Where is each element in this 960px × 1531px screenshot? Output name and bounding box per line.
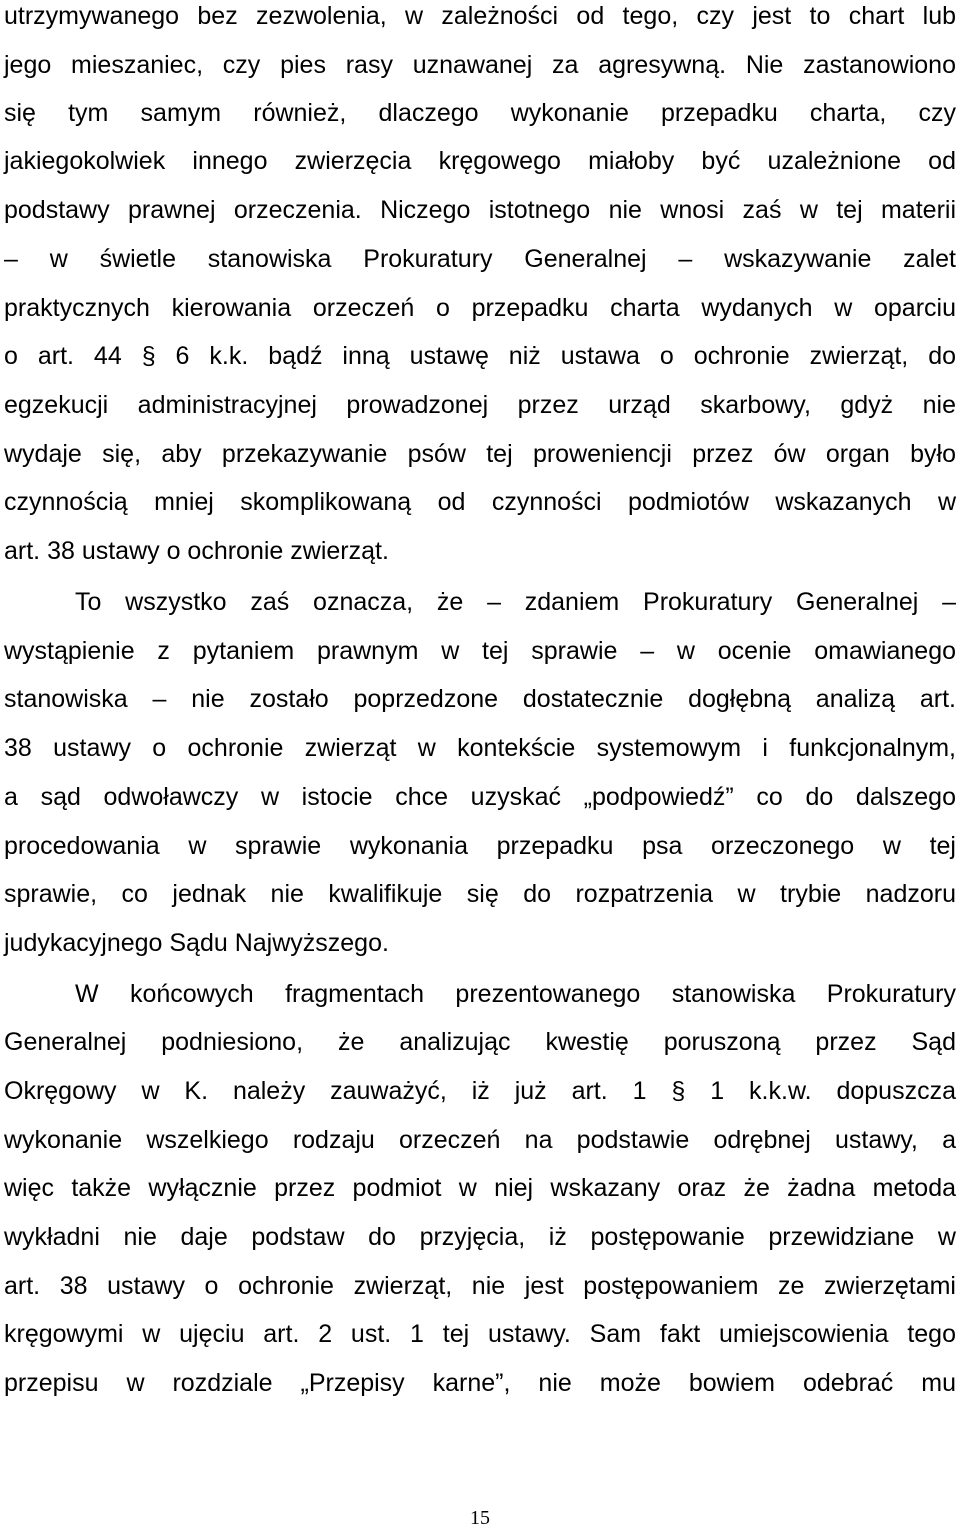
text-line: praktycznych kierowania orzeczeń o przepadku charta wydanych w oparciu: [4, 294, 956, 322]
text-line: W końcowych fragmentach prezentowanego stanowiska Prokuratury: [75, 980, 956, 1008]
text-line: Generalnej podniesiono, że analizując kwestię poruszoną przez Sąd: [4, 1028, 956, 1056]
page-number: 15: [470, 1507, 490, 1529]
text-line: sprawie, co jednak nie kwalifikuje się do rozpatrzenia w trybie nadzoru: [4, 880, 956, 908]
text-line: jakiegokolwiek innego zwierzęcia kręgowego miałoby być uzależnione od: [4, 147, 956, 175]
text-line: wydaje się, aby przekazywanie psów tej proweniencji przez ów organ było: [4, 440, 956, 468]
text-line: wykonanie wszelkiego rodzaju orzeczeń na podstawie odrębnej ustawy, a: [4, 1126, 956, 1154]
text-line: wystąpienie z pytaniem prawnym w tej sprawie – w ocenie omawianego: [4, 637, 956, 665]
text-line: 38 ustawy o ochronie zwierząt w kontekście systemowym i funkcjonalnym,: [4, 734, 956, 762]
text-line: procedowania w sprawie wykonania przepadku psa orzeczonego w tej: [4, 832, 956, 860]
text-line: judykacyjnego Sądu Najwyższego.: [4, 929, 389, 957]
text-line: a sąd odwoławczy w istocie chce uzyskać „podpowiedź” co do dalszego: [4, 783, 956, 811]
text-line: jego mieszaniec, czy pies rasy uznawanej za agresywną. Nie zastanowiono: [4, 51, 956, 79]
text-line: To wszystko zaś oznacza, że – zdaniem Prokuratury Generalnej –: [75, 588, 956, 616]
text-line: wykładni nie daje podstaw do przyjęcia, iż postępowanie przewidziane w: [4, 1223, 956, 1251]
text-line: art. 38 ustawy o ochronie zwierząt, nie jest postępowaniem ze zwierzętami: [4, 1272, 956, 1300]
text-line: o art. 44 § 6 k.k. bądź inną ustawę niż ustawa o ochronie zwierząt, do: [4, 342, 956, 370]
text-line: Okręgowy w K. należy zauważyć, iż już art. 1 § 1 k.k.w. dopuszcza: [4, 1077, 956, 1105]
text-line: podstawy prawnej orzeczenia. Niczego istotnego nie wnosi zaś w tej materii: [4, 196, 956, 224]
text-line: art. 38 ustawy o ochronie zwierząt.: [4, 537, 389, 565]
text-line: przepisu w rozdziale „Przepisy karne”, nie może bowiem odebrać mu: [4, 1369, 956, 1397]
text-line: egzekucji administracyjnej prowadzonej przez urząd skarbowy, gdyż nie: [4, 391, 956, 419]
text-line: utrzymywanego bez zezwolenia, w zależności od tego, czy jest to chart lub: [4, 2, 956, 30]
text-line: kręgowymi w ujęciu art. 2 ust. 1 tej ustawy. Sam fakt umiejscowienia tego: [4, 1320, 956, 1348]
text-line: – w świetle stanowiska Prokuratury Generalnej – wskazywanie zalet: [4, 245, 956, 273]
text-line: czynnością mniej skomplikowaną od czynności podmiotów wskazanych w: [4, 488, 956, 516]
text-line: się tym samym również, dlaczego wykonanie przepadku charta, czy: [4, 99, 956, 127]
text-line: więc także wyłącznie przez podmiot w niej wskazany oraz że żadna metoda: [4, 1174, 956, 1202]
text-line: stanowiska – nie zostało poprzedzone dostatecznie dogłębną analizą art.: [4, 685, 956, 713]
